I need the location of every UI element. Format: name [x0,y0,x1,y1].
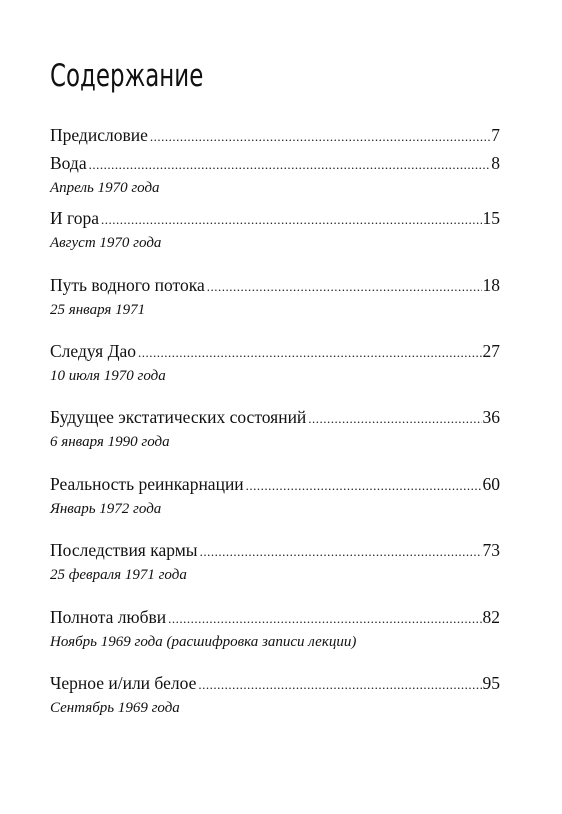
dot-leader [200,541,482,563]
toc-entry-title: Будущее экстатических состояний [50,407,307,427]
toc-entry[interactable] [50,606,500,652]
toc-entry-title: Путь водного потока [50,275,205,295]
toc-entry-date: Август 1970 года [50,235,162,251]
toc-entry[interactable] [50,473,500,519]
toc-entry-line [50,473,500,497]
dot-leader [89,154,491,176]
toc-entry[interactable] [50,207,500,253]
dot-leader [138,342,481,364]
toc-entry-date: Январь 1972 года [50,501,162,517]
toc-entry-page: 95 [482,673,500,693]
toc-entry-line [50,274,500,298]
toc-entry[interactable] [50,672,500,718]
toc-entry-date: Ноябрь 1969 года (расшифровка записи лекции) [50,634,357,650]
toc-entry-line [50,207,500,231]
toc-entry-page: 8 [491,153,500,173]
toc-entry-title: Реальность реинкарнации [50,474,244,494]
toc-entry[interactable] [50,152,500,198]
toc-entry-title: Следуя Дао [50,341,137,361]
toc-entry[interactable] [50,124,500,148]
toc-entry-page: 73 [482,540,500,560]
toc-entry-page: 82 [482,607,500,627]
toc-entry-date: Сентябрь 1969 года [50,700,180,716]
toc-entry-page: 36 [482,407,500,427]
toc-entry[interactable] [50,340,500,386]
dot-leader [150,126,490,148]
toc-entry-line [50,340,500,364]
toc-entry-line [50,152,500,176]
toc-entry-date: Апрель 1970 года [50,180,160,196]
toc-entry-date: 25 февраля 1971 года [50,567,187,583]
toc-entry[interactable] [50,539,500,585]
toc-entry-date: 25 января 1971 [50,302,146,318]
toc-entry-title: Полнота любви [50,607,167,627]
toc-entry-title: И гора [50,208,100,228]
toc-entry-line [50,672,500,696]
toc-entry[interactable] [50,274,500,320]
toc-entry-date: 6 января 1990 года [50,434,170,450]
toc-entry-line [50,606,500,630]
toc-entry-page: 15 [482,208,500,228]
toc-entry-line [50,124,500,148]
page-title: Содержание [50,58,204,94]
dot-leader [207,276,482,298]
toc-entry-line [50,539,500,563]
toc-entry-title: Черное и/или белое [50,673,197,693]
toc-entry[interactable] [50,406,500,452]
toc-entry-title: Последствия кармы [50,540,198,560]
toc-entry-date: 10 июля 1970 года [50,368,166,384]
toc-entry-page: 27 [482,341,500,361]
toc-entry-title: Предисловие [50,125,148,145]
dot-leader [308,408,481,430]
toc-entry-page: 7 [491,125,500,145]
toc-entry-line [50,406,500,430]
dot-leader [168,608,481,630]
dot-leader [198,674,481,696]
toc-entry-title: Вода [50,153,87,173]
dot-leader [246,475,482,497]
toc-entry-page: 60 [482,474,500,494]
dot-leader [101,209,481,231]
toc-entry-page: 18 [482,275,500,295]
